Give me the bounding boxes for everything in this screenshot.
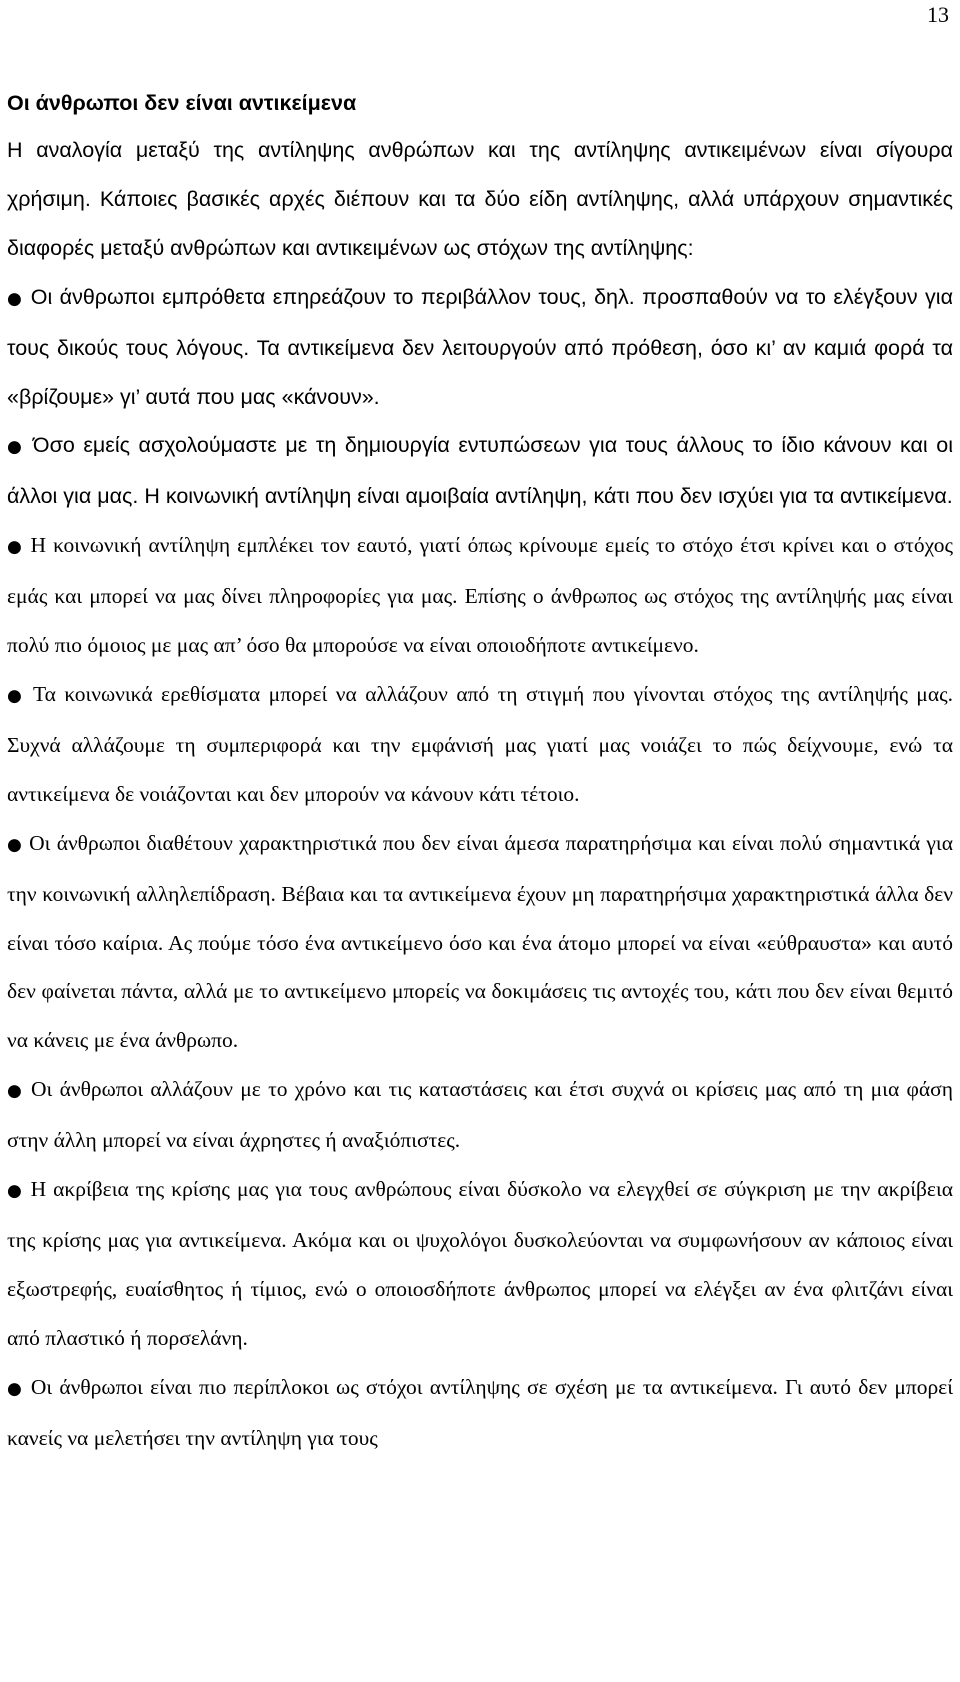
document-body <box>7 80 953 1462</box>
list-item <box>7 1165 953 1363</box>
bullet-dot-icon: ● <box>7 834 23 855</box>
list-item-text: Η κοινωνική αντίληψη εμπλέκει τον εαυτό, γιατί όπως κρίνουμε εμείς το στόχο έτσι κρίνει και ο στόχος εμάς και μπορεί να μας δίνει πληροφορίες για μας. Επίσης ο άνθρωπος ως στόχος της αντίληψής μας είναι πολύ πιο όμοιος με μας απ’ όσο θα μπορούσε να είναι οποιοδήποτε αντικείμενο. <box>7 533 953 658</box>
list-item <box>7 273 953 422</box>
list-item <box>7 1363 953 1463</box>
page-number: 13 <box>927 2 949 27</box>
intro-paragraph: Η αναλογία μεταξύ της αντίληψης ανθρώπων και της αντίληψης αντικειμένων είναι σίγουρα χρήσιμη. Κάποιες βασικές αρχές διέπουν και τα δύο είδη αντίληψης, αλλά υπάρχουν σημαντικές διαφορές μεταξύ ανθρώπων και αντικειμένων ως στόχων της αντίληψης: <box>7 138 953 260</box>
list-item-text: Η ακρίβεια της κρίσης μας για τους ανθρώπους είναι δύσκολο να ελεγχθεί σε σύγκριση με την ακρίβεια της κρίσης μας για αντικείμενα. Ακόμα και οι ψυχολόγοι δυσκολεύονται να συμφωνήσουν αν κάποιος είναι εξωστρεφής, ευαίσθητος ή τίμιος, ενώ ο οποιοσδήποτε άνθρωπος μπορεί να ελέγξει αν ένα φλιτζάνι είναι από πλαστικό ή πορσελάνη. <box>7 1177 953 1350</box>
list-item-text: Οι άνθρωποι αλλάζουν με το χρόνο και τις καταστάσεις και έτσι συχνά οι κρίσεις μας από τη μια φάση στην άλλη μπορεί να είναι άχρηστες ή αναξιόπιστες. <box>7 1077 954 1153</box>
list-item-text: Οι άνθρωποι είναι πιο περίπλοκοι ως στόχοι αντίληψης σε σχέση με τα αντικείμενα. Γι αυτό δεν μπορεί κανείς να μελετήσει την αντίληψη για τους <box>7 1374 953 1450</box>
list-item <box>7 670 953 819</box>
bullet-dot-icon: ● <box>7 1181 24 1202</box>
bullet-list <box>7 273 953 1463</box>
bullet-dot-icon: ● <box>7 437 25 458</box>
list-item <box>7 521 953 670</box>
bullet-dot-icon: ● <box>7 1378 24 1399</box>
list-item-text: Όσο εμείς ασχολούμαστε με τη δημιουργία εντυπώσεων για τους άλλους το ίδιο κάνουν και οι άλλοι για μας. Η κοινωνική αντίληψη είναι αμοιβαία αντίληψη, κάτι που δεν ισχύει για τα αντικείμενα. <box>7 433 953 509</box>
bullet-dot-icon: ● <box>7 288 24 309</box>
bullet-dot-icon: ● <box>7 537 24 558</box>
bullet-dot-icon: ● <box>7 685 25 706</box>
list-item <box>7 819 953 1066</box>
section-heading: Οι άνθρωποι δεν είναι αντικείμενα <box>7 91 357 115</box>
list-item-text: Οι άνθρωποι διαθέτουν χαρακτηριστικά που δεν είναι άμεσα παρατηρήσιμα και είναι πολύ σημαντικά για την κοινωνική αλληλεπίδραση. Βέβαια και τα αντικείμενα έχουν μη παρατηρήσιμα χαρακτηριστικά άλλα δεν είναι τόσο καίρια. Ας πούμε τόσο ένα αντικείμενο όσο και ένα άτομο μπορεί να είναι «εύθραυστα» και αυτό δεν φαίνεται πάντα, αλλά με το αντικείμενο μπορείς να δοκιμάσεις τις αντοχές του, κάτι που δεν είναι θεμιτό να κάνεις με ένα άνθρωπο. <box>7 830 953 1053</box>
bullet-dot-icon: ● <box>7 1081 24 1102</box>
list-item-text: Οι άνθρωποι εμπρόθετα επηρεάζουν το περιβάλλον τους, δηλ. προσπαθούν να το ελέγξουν για τους δικούς τους λόγους. Τα αντικείμενα δεν λειτουργούν από πρόθεση, όσο κι’ αν καμιά φορά τα «βρίζουμε» γι’ αυτά που μας «κάνουν». <box>7 284 953 409</box>
list-item <box>7 1065 953 1165</box>
list-item <box>7 421 953 521</box>
list-item-text: Τα κοινωνικά ερεθίσματα μπορεί να αλλάζουν από τη στιγμή που γίνονται στόχος της αντίληψής μας. Συχνά αλλάζουμε τη συμπεριφορά και την εμφάνισή μας γιατί μας νοιάζει το πώς δείχνουμε, ενώ τα αντικείμενα δε νοιάζονται και δεν μπορούν να κάνουν κάτι τέτοιο. <box>7 681 953 806</box>
